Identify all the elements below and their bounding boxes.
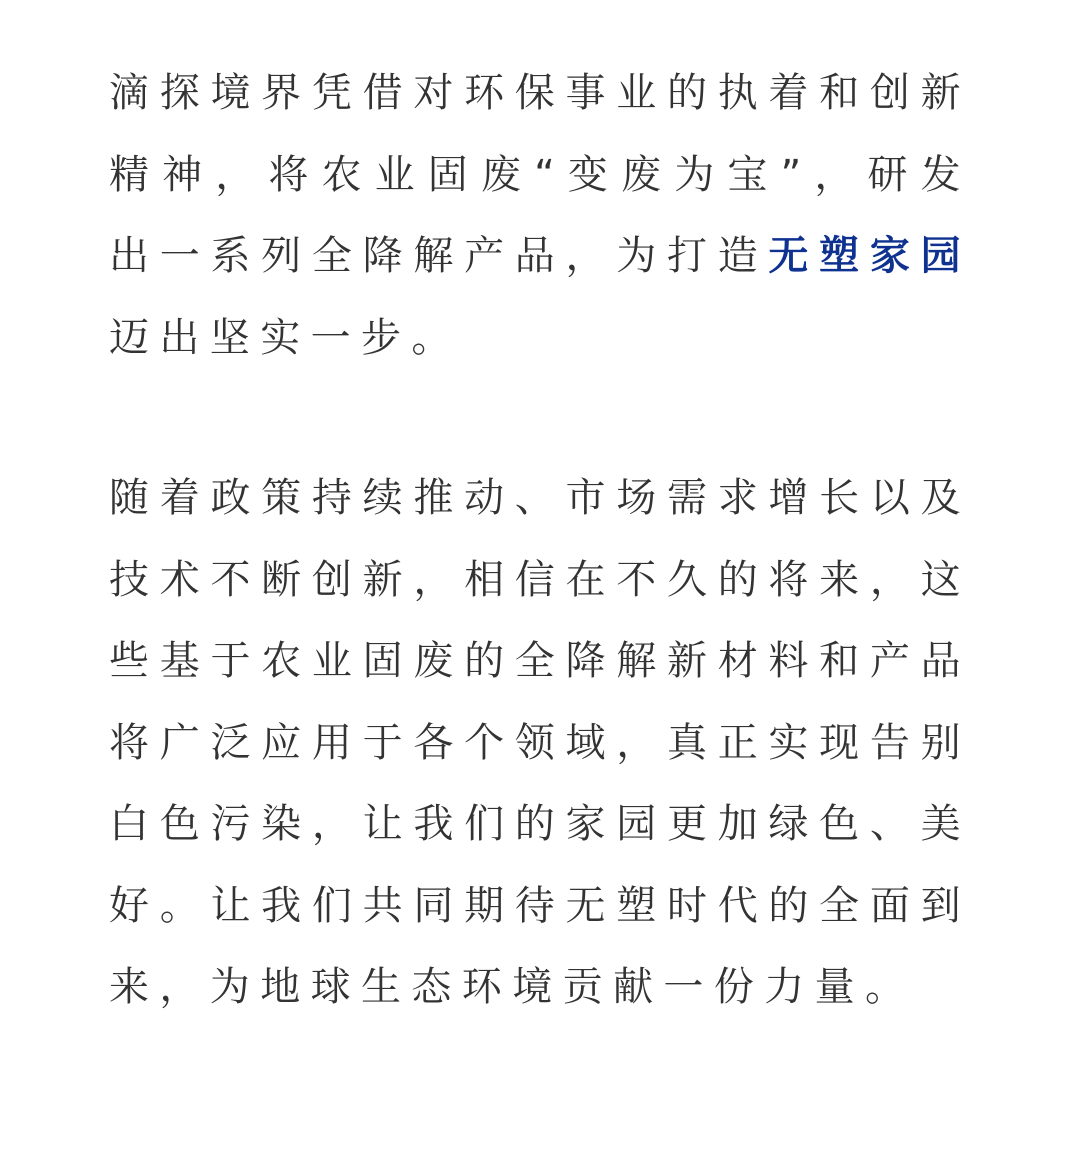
paragraph-outlook-text: 随着政策持续推动、市场需求增长以及技术不断创新，相信在不久的将来，这些基于农业固废的全降解新材料和产品将广泛应用于各个领域，真正实现告别白色污染，让我们的家园更加绿色、美好。让我们共同期待无塑时代的全面到来，为地球生态环境贡献一份力量。: [109, 475, 971, 1010]
paragraph-outlook: [109, 458, 971, 1029]
paragraph-intro-text-start: 滴探境界凭借对环保事业的执着和创新精神，将农业固废“变废为宝”，研发出一系列全降解产品，为打造: [109, 70, 971, 279]
paragraph-intro: [109, 53, 971, 379]
highlight-plastic-free-home: 无塑家园: [768, 233, 971, 279]
paragraph-intro-text-end: 迈出坚实一步。: [109, 314, 462, 361]
